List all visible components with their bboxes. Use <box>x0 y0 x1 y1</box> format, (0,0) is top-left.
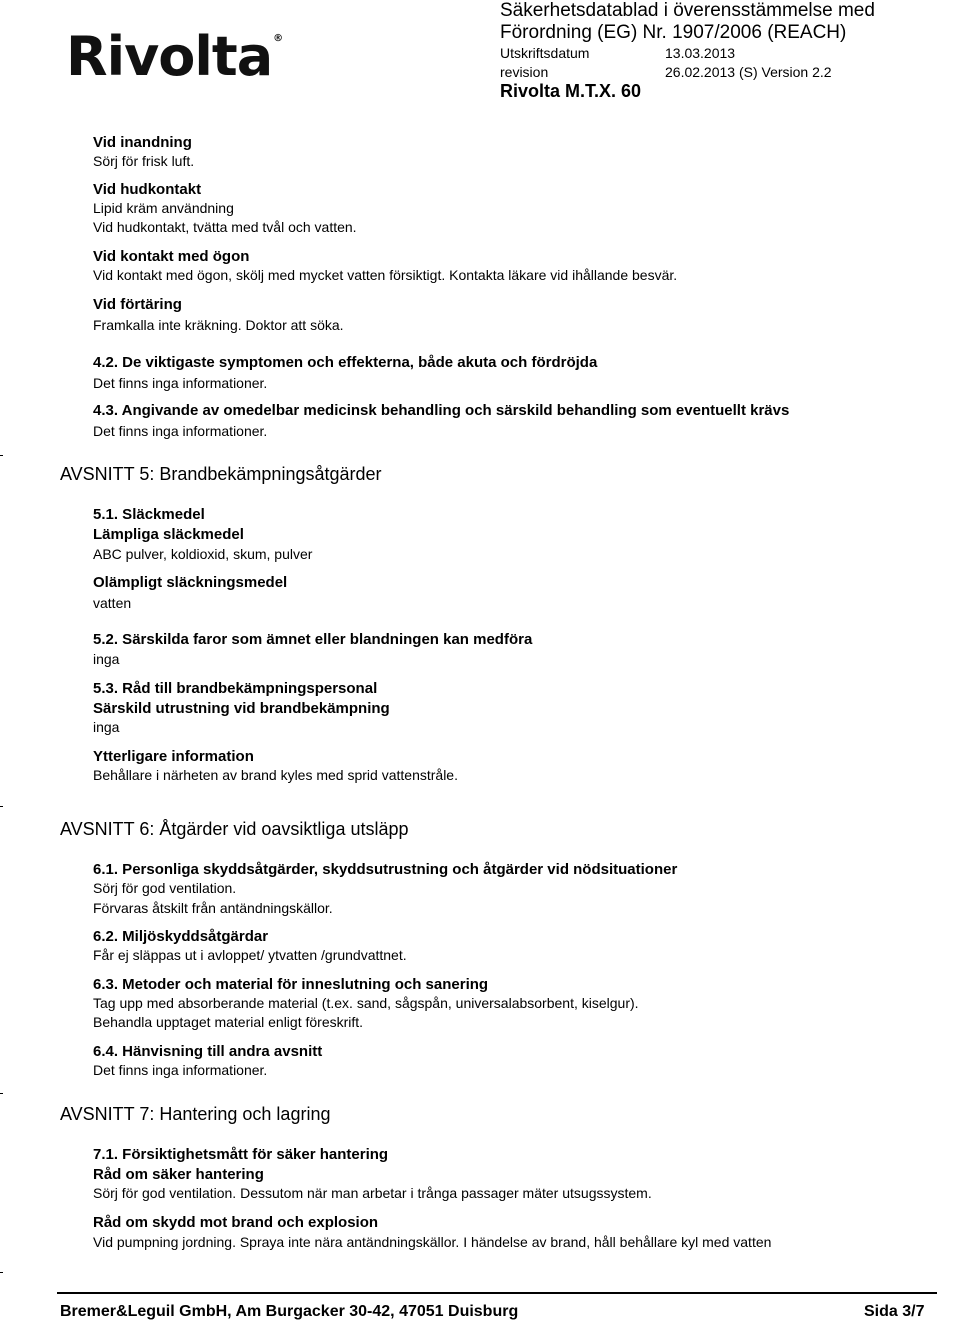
section-6-4-heading: 6.4. Hänvisning till andra avsnitt <box>93 1043 323 1060</box>
section-4-3-heading: 4.3. Angivande av omedelbar medicinsk behandling och särskild behandling som eventuellt krävs <box>93 402 790 419</box>
section-7-title: AVSNITT 7: Hantering och lagring <box>60 1104 331 1124</box>
unsuitable-media-text: vatten <box>93 595 132 611</box>
section-6-3-text-2: Behandla upptaget material enligt föreskrift. <box>93 1014 364 1030</box>
suitable-media-heading: Lämpliga släckmedel <box>93 526 244 543</box>
additional-info-text: Behållare i närheten av brand kyles med sprid vattenstråle. <box>93 767 458 783</box>
revision-label: revision <box>500 64 549 80</box>
skin-contact-text-2: Vid hudkontakt, tvätta med tvål och vatten. <box>93 219 357 235</box>
section-4-3-text: Det finns inga informationer. <box>93 423 268 439</box>
section-6-title: AVSNITT 6: Åtgärder vid oavsiktliga utsläpp <box>60 819 409 839</box>
skin-contact-heading: Vid hudkontakt <box>93 181 202 198</box>
revision-value: 26.02.2013 (S) Version 2.2 <box>665 64 832 80</box>
section-6-1-text-1: Sörj för god ventilation. <box>93 880 237 896</box>
section-5-2-text: inga <box>93 651 120 667</box>
section-divider-mark <box>0 806 3 807</box>
special-equipment-text: inga <box>93 719 120 735</box>
section-6-4-text: Det finns inga informationer. <box>93 1062 268 1078</box>
section-5-2-heading: 5.2. Särskilda faror som ämnet eller blandningen kan medföra <box>93 631 533 648</box>
section-5-1-heading: 5.1. Släckmedel <box>93 506 205 523</box>
company-logo: Rivolta® <box>66 25 283 88</box>
section-4-2-heading: 4.2. De viktigaste symptomen och effekterna, både akuta och fördröjda <box>93 354 598 371</box>
eye-contact-text: Vid kontakt med ögon, skölj med mycket vatten försiktigt. Kontakta läkare vid ihållande besvär. <box>93 267 678 283</box>
safe-handling-heading: Råd om säker hantering <box>93 1166 264 1183</box>
document-title-line2: Förordning (EG) Nr. 1907/2006 (REACH) <box>500 22 847 43</box>
section-7-1-heading: 7.1. Försiktighetsmått för säker hantering <box>93 1146 389 1163</box>
inhalation-heading: Vid inandning <box>93 134 192 151</box>
section-5-3-heading: 5.3. Råd till brandbekämpningspersonal <box>93 680 378 697</box>
section-6-1-text-2: Förvaras åtskilt från antändningskällor. <box>93 900 333 916</box>
section-6-2-text: Får ej släppas ut i avloppet/ ytvatten /grundvattnet. <box>93 947 407 963</box>
inhalation-text: Sörj för frisk luft. <box>93 153 195 169</box>
product-name: Rivolta M.T.X. 60 <box>500 81 642 101</box>
fire-protection-text: Vid pumpning jordning. Spraya inte nära antändningskällor. I händelse av brand, håll behållare kyl med vatten <box>93 1234 772 1250</box>
section-divider-mark <box>0 1272 3 1273</box>
section-5-title: AVSNITT 5: Brandbekämpningsåtgärder <box>60 464 382 484</box>
section-6-3-heading: 6.3. Metoder och material för inneslutning och sanering <box>93 976 489 993</box>
eye-contact-heading: Vid kontakt med ögon <box>93 248 250 265</box>
safe-handling-text: Sörj för god ventilation. Dessutom när man arbetar i trånga passager mäter utsugssystem. <box>93 1185 652 1201</box>
skin-contact-text-1: Lipid kräm användning <box>93 200 234 216</box>
section-6-2-heading: 6.2. Miljöskyddsåtgärdar <box>93 928 269 945</box>
suitable-media-text: ABC pulver, koldioxid, skum, pulver <box>93 546 313 562</box>
print-date-value: 13.03.2013 <box>665 45 736 61</box>
section-divider-mark <box>0 1093 3 1094</box>
special-equipment-heading: Särskild utrustning vid brandbekämpning <box>93 700 390 717</box>
footer-company: Bremer&Leguil GmbH, Am Burgacker 30-42, 47051 Duisburg <box>60 1303 519 1320</box>
additional-info-heading: Ytterligare information <box>93 748 254 765</box>
print-date-label: Utskriftsdatum <box>500 45 590 61</box>
unsuitable-media-heading: Olämpligt släckningsmedel <box>93 574 288 591</box>
ingestion-text: Framkalla inte kräkning. Doktor att söka. <box>93 317 344 333</box>
section-6-3-text-1: Tag upp med absorberande material (t.ex. sand, sågspån, universalabsorbent, kiselgur). <box>93 995 639 1011</box>
section-4-2-text: Det finns inga informationer. <box>93 375 268 391</box>
document-title-line1: Säkerhetsdatablad i överensstämmelse med <box>500 0 875 21</box>
ingestion-heading: Vid förtäring <box>93 296 182 313</box>
footer-rule <box>57 1292 937 1294</box>
footer-page-number: Sida 3/7 <box>864 1303 925 1320</box>
section-divider-mark <box>0 455 3 456</box>
fire-protection-heading: Råd om skydd mot brand och explosion <box>93 1214 379 1231</box>
section-6-1-heading: 6.1. Personliga skyddsåtgärder, skyddsutrustning och åtgärder vid nödsituationer <box>93 861 678 878</box>
